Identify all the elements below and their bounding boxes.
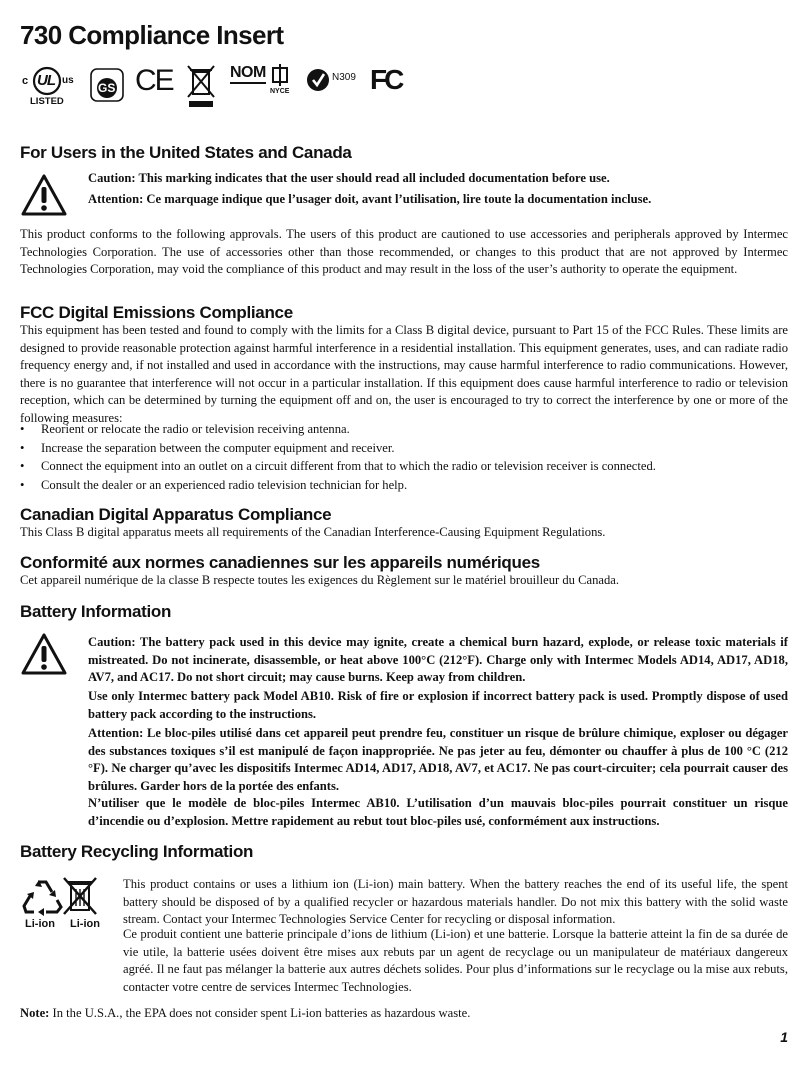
nom-nyce-logo bbox=[230, 64, 290, 104]
caution-triangle-icon bbox=[20, 173, 68, 222]
section-heading-battery: Battery Information bbox=[20, 602, 172, 621]
section-heading-recycling: Battery Recycling Information bbox=[20, 842, 254, 861]
recycling-paragraph-en: This product contains or uses a lithium ion (Li-ion) main battery. When the battery reaches the end of its useful life, the spent battery should be disposed of by a qualified recycler or hazardous materials handler. Do not mix this battery with the solid waste stream. Contact your Intermec Technologies Service Center for recycling or disposal information. bbox=[123, 877, 788, 926]
canadian-paragraph: This Class B digital apparatus meets all requirements of the Canadian Interference-Causing Equipment Regulations. bbox=[20, 525, 606, 539]
crossed-bin-icon bbox=[62, 876, 102, 934]
nom-mark: NOM bbox=[230, 64, 266, 84]
note-paragraph bbox=[20, 1005, 788, 1023]
page-title: 730 Compliance Insert bbox=[20, 20, 284, 50]
list-item: • Increase the separation between the computer equipment and receiver. bbox=[20, 440, 395, 455]
ul-listed-logo bbox=[20, 64, 74, 110]
caution-en: Caution: This marking indicates that the user should read all included documentation before use. bbox=[88, 171, 610, 185]
c-tick-logo bbox=[306, 68, 362, 100]
fcc-paragraph: This equipment has been tested and found to comply with the limits for a Class B digital device, pursuant to Part 15 of the FCC Rules. These limits are designed to provide reasonable protection against harmful interference in a residential installation. This equipment generates, uses, and can radiate radio frequency energy and, if not installed and used in accordance with the instructions, may cause harmful interference to radio communications. However, there is no guarantee that interference will not occur in a particular installation. If this equipment does cause harmful interference to radio or television reception, which can be determined by turning the equipment off and on, the user is encouraged to try to correct the interference by one or more of the following measures: bbox=[20, 323, 788, 425]
ul-us-mark: us bbox=[62, 75, 74, 86]
list-item: • Reorient or relocate the radio or television receiving antenna. bbox=[20, 422, 350, 436]
section-heading-canadian: Canadian Digital Apparatus Compliance bbox=[20, 505, 332, 524]
recycling-paragraph-fr: Ce produit contient une batterie principale d’ions de lithium (Li-ion) et une batterie. Lorsque la batterie atteint la fin de sa durée de vie utile, la batterie usées doivent être mises aux rebuts par un agent de recyclage ou un manipulateur de matériaux dangereux agréé. Il ne faut pas mélanger la batterie aux autres déchets solides. Pour plus d’informations sur le recyclage ou la mise aux rebuts, contacter votre centre de services Intermec Technologies. bbox=[123, 927, 788, 994]
ce-mark: CE bbox=[135, 64, 173, 97]
battery-use-only: Use only Intermec battery pack Model AB10. Risk of fire or explosion if incorrect battery pack is used. Promptly dispose of used battery pack according to the instructions. bbox=[88, 689, 788, 721]
nyce-mark: NYCE bbox=[270, 88, 290, 95]
ul-c-mark: c bbox=[22, 75, 29, 87]
section-heading-us-canada: For Users in the United States and Canada bbox=[20, 143, 352, 162]
section-heading-fcc: FCC Digital Emissions Compliance bbox=[20, 303, 293, 322]
recycle-icon-label: Li-ion bbox=[25, 918, 55, 930]
battery-utiliser-fr: N’utiliser que le modèle de bloc-piles Intermec AB10. L’utilisation d’un mauvais bloc-piles pourrait constituer un risque d’incendie ou d’explosion. Mettre rapidement au rebut tout bloc-piles usé, conformément aux instructions. bbox=[88, 796, 788, 828]
conformite-paragraph: Cet appareil numérique de la classe B respecte toutes les exigences du Règlement sur le matériel brouilleur du Canada. bbox=[20, 573, 620, 587]
note-label: Note: bbox=[20, 1006, 50, 1020]
recycle-icon bbox=[20, 878, 66, 934]
battery-caution-triangle-icon bbox=[20, 632, 68, 681]
battery-attention-fr: Attention: Le bloc-piles utilisé dans cet appareil peut prendre feu, constituer un risque de brûlure chimique, exploser ou dégager des substances toxiques s’il est manipulé de façon inappropriée. Ne pas jeter au feu, démonter ou chauffer à plus de 100 °C (212 °F). Ne charger qu’avec les dispositifs Intermec AD14, AD17, AD18, AV7, et AC17. Ne pas court-circuiter; cela pourrait causer des brûlures. Garder hors de la portée des enfants. bbox=[88, 726, 788, 793]
fcc-logo: FC bbox=[370, 64, 402, 95]
approvals-paragraph: This product conforms to the following approvals. The users of this product are cautioned to use accessories and peripherals approved by Intermec Technologies Corporation. The use of accessories other than those recommended, or changes to this product that are not approved by Intermec Technologies Corporation, may void the compliance of this product and may result in the loss of the user’s authority to operate the equipment. bbox=[20, 227, 788, 276]
caution-fr: Attention: Ce marquage indique que l’usager doit, avant l’utilisation, lire toute la documentation incluse. bbox=[88, 192, 652, 206]
fcc-measures-list bbox=[20, 420, 790, 494]
weee-crossed-bin-icon bbox=[186, 64, 216, 108]
list-item: • Connect the equipment into an outlet on a circuit different from that to which the radio or television receiver is connected. bbox=[20, 459, 656, 473]
certification-logos bbox=[20, 64, 420, 110]
bin-icon-label: Li-ion bbox=[70, 918, 100, 930]
page-number: 1 bbox=[780, 1029, 788, 1045]
ul-listed-text: LISTED bbox=[30, 96, 64, 107]
battery-caution-en: Caution: The battery pack used in this device may ignite, create a chemical burn hazard, explode, or release toxic materials if mistreated. Do not incinerate, disassemble, or heat above 100°C (212°F). Charge only with Intermec Models AD14, AD17, AD18, AV7, and AC17. Do not short circuit; may cause burns. Keep away from children. bbox=[88, 635, 788, 684]
section-heading-conformite: Conformité aux normes canadiennes sur les appareils numériques bbox=[20, 553, 540, 572]
gs-logo bbox=[90, 68, 124, 102]
gs-mark: GS bbox=[98, 81, 116, 95]
list-item: • Consult the dealer or an experienced radio television technician for help. bbox=[20, 477, 408, 492]
ul-mark: UL bbox=[37, 72, 55, 89]
c-tick-code: N309 bbox=[332, 72, 356, 83]
note-text: In the U.S.A., the EPA does not consider spent Li-ion batteries as hazardous waste. bbox=[49, 1006, 471, 1020]
